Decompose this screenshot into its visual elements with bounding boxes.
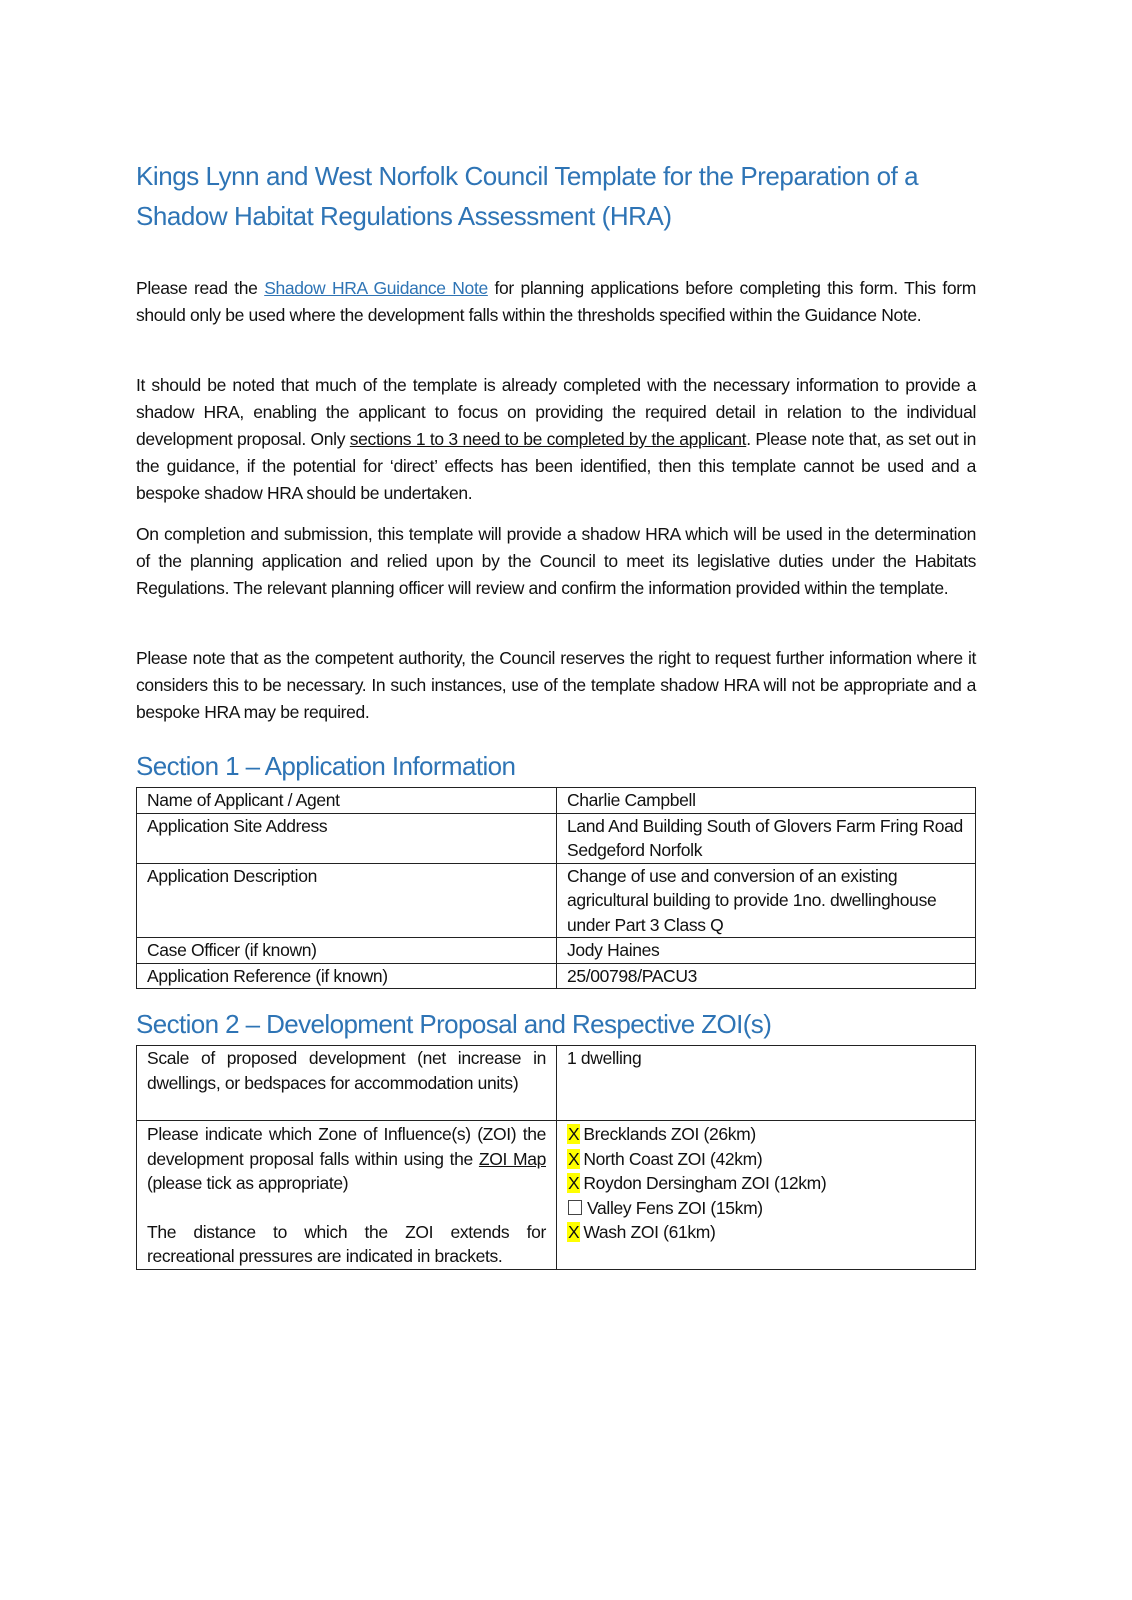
zoi-item-roydon-dersingham[interactable] <box>567 1171 965 1196</box>
scale-label: Scale of proposed development (net increase in dwellings, or bedspaces for accommodation units) <box>137 1046 557 1121</box>
zoi-note: The distance to which the ZOI extends for recreational pressures are indicated in brackets. <box>147 1221 546 1266</box>
zoi-item-label: Valley Fens ZOI (15km) <box>587 1197 763 1218</box>
section-1-heading: Section 1 – Application Information <box>136 751 516 781</box>
table-row <box>137 813 976 863</box>
checked-mark-icon[interactable]: X <box>568 1124 580 1144</box>
intro-paragraph-4: Please note that as the competent authority, the Council reserves the right to request further information where it considers this to be necessary. In such instances, use of the template shadow HRA will not be appropriate and a bespoke HRA may be required. <box>136 648 976 722</box>
zoi-label-text: Please indicate which Zone of Influence(s) (ZOI) the development proposal falls within using the <box>147 1124 546 1169</box>
guidance-note-link[interactable]: Shadow HRA Guidance Note <box>264 278 488 298</box>
applicant-label: Name of Applicant / Agent <box>137 788 557 814</box>
scale-value[interactable]: 1 dwelling <box>557 1046 976 1121</box>
zoi-checklist <box>557 1121 976 1270</box>
document-title <box>136 156 986 236</box>
title-line-1: Kings Lynn and West Norfolk Council Template for the Preparation of a <box>136 161 919 191</box>
zoi-map-link[interactable]: ZOI Map <box>478 1148 546 1169</box>
zoi-item-north-coast[interactable] <box>567 1147 965 1172</box>
application-reference-label: Application Reference (if known) <box>137 963 557 989</box>
table-row <box>137 1121 976 1270</box>
intro-text: . Please note that, as set out in the guidance, if the potential for ‘direct’ effects has been identified, then this template cannot be used and a bespoke shadow HRA should be undertaken. <box>136 429 976 503</box>
intro-paragraph-2 <box>136 372 976 507</box>
applicant-value[interactable]: Charlie Campbell <box>557 788 976 814</box>
intro-paragraph-1 <box>136 275 976 329</box>
section-2-heading: Section 2 – Development Proposal and Respective ZOI(s) <box>136 1009 772 1039</box>
table-row <box>137 788 976 814</box>
zoi-item-label: North Coast ZOI (42km) <box>583 1148 763 1169</box>
table-row <box>137 863 976 938</box>
table-row <box>137 1046 976 1121</box>
zoi-item-label: Wash ZOI (61km) <box>583 1222 716 1242</box>
zoi-instructions <box>137 1121 557 1270</box>
site-address-label: Application Site Address <box>137 813 557 863</box>
zoi-item-brecklands[interactable] <box>567 1122 965 1147</box>
zoi-label <box>147 1122 546 1196</box>
empty-checkbox-icon[interactable] <box>568 1200 582 1215</box>
sections-emphasis: sections 1 to 3 need to be completed by the applicant <box>349 429 747 449</box>
checked-mark-icon[interactable]: X <box>568 1173 580 1193</box>
table-row <box>137 963 976 989</box>
title-line-2: Shadow Habitat Regulations Assessment (HRA) <box>136 201 672 231</box>
intro-text: Please read the <box>136 278 265 298</box>
intro-paragraph-3: On completion and submission, this template will provide a shadow HRA which will be used in the determination of the planning application and relied upon by the Council to meet its legislative duties under the Habitats Regulations. The relevant planning officer will review and confirm the information provided within the template. <box>136 524 976 598</box>
table-row <box>137 938 976 964</box>
intro-text: It should be noted that much of the template is already completed with the necessary information to provide a shadow HRA, enabling the applicant to focus on providing the required detail in relation to the individual development proposal. Only <box>136 375 976 449</box>
intro-text: for planning applications before completing this form. This form should only be used where the development falls within the thresholds specified within the Guidance Note. <box>136 278 976 325</box>
zoi-label-text: (please tick as appropriate) <box>147 1173 349 1193</box>
development-proposal-table <box>136 1045 976 1270</box>
checked-mark-icon[interactable]: X <box>568 1148 580 1169</box>
case-officer-value[interactable]: Jody Haines <box>557 938 976 964</box>
zoi-item-valley-fens[interactable] <box>567 1196 965 1221</box>
description-value[interactable]: Change of use and conversion of an existing agricultural building to provide 1no. dwellinghouse under Part 3 Class Q <box>557 863 976 938</box>
zoi-item-wash[interactable] <box>567 1220 965 1245</box>
zoi-item-label: Roydon Dersingham ZOI (12km) <box>583 1173 827 1193</box>
zoi-item-label: Brecklands ZOI (26km) <box>583 1124 756 1144</box>
application-info-table <box>136 787 976 989</box>
case-officer-label: Case Officer (if known) <box>137 938 557 964</box>
application-reference-value[interactable]: 25/00798/PACU3 <box>557 963 976 989</box>
site-address-value[interactable]: Land And Building South of Glovers Farm Fring Road Sedgeford Norfolk <box>557 813 976 863</box>
description-label: Application Description <box>137 863 557 938</box>
checked-mark-icon[interactable]: X <box>568 1222 580 1242</box>
